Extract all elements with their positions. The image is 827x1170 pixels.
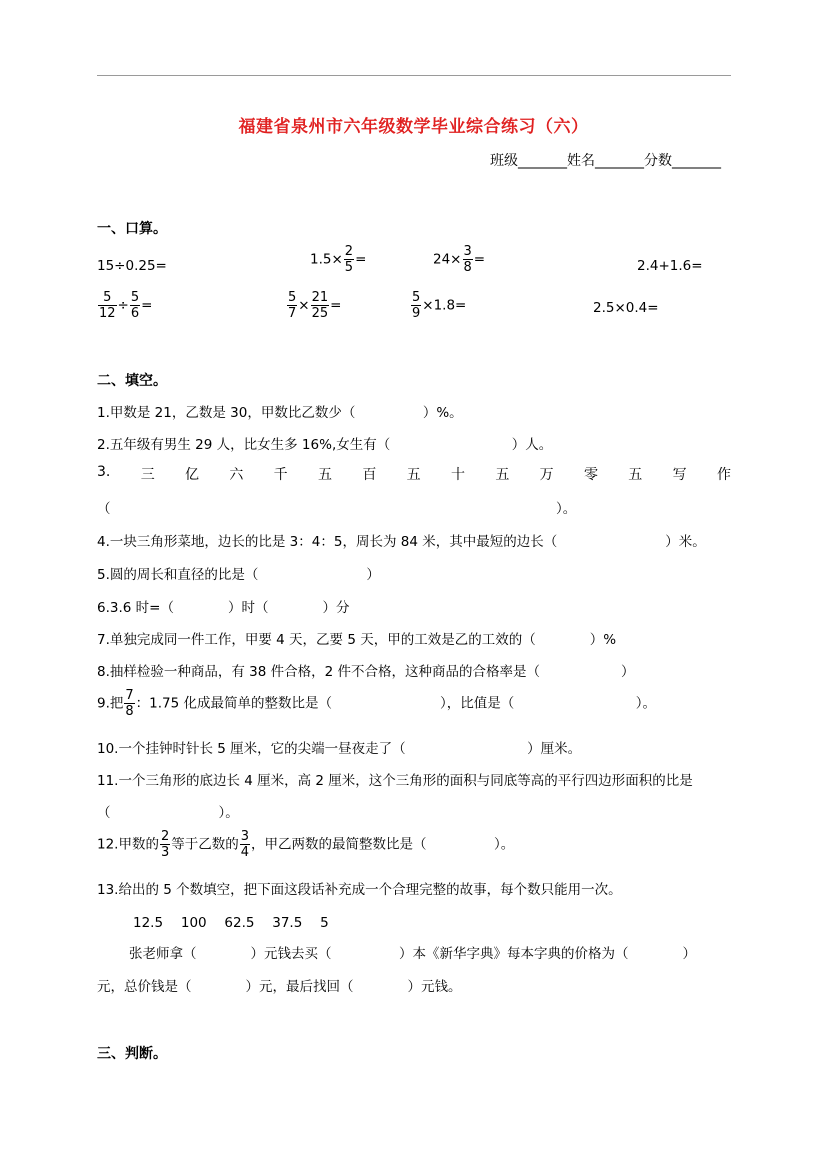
calc-5-suffix: = (141, 297, 153, 314)
calc-6-suffix: = (330, 297, 342, 314)
calc-7 (410, 290, 466, 321)
denominator: 6 (130, 306, 140, 321)
numerator: 5 (130, 290, 140, 305)
calc-8: 2.5×0.4= (593, 300, 659, 316)
denominator: 8 (463, 260, 472, 275)
question-2: 2.五年级有男生 29 人，比女生多 16%,女生有（ ）人。 (97, 437, 553, 453)
calc-2-prefix: 1.5× (310, 251, 343, 268)
calc-7-suffix: ×1.8= (422, 297, 467, 314)
denominator: 7 (288, 306, 297, 321)
q3-char: 作 (716, 467, 731, 483)
q3-char: 六 (229, 467, 244, 483)
fraction (160, 829, 170, 860)
calc-3-suffix: = (473, 251, 486, 268)
denominator: 8 (125, 704, 134, 719)
denominator: 3 (160, 845, 170, 860)
student-info-line: 班级_______姓名_______分数_______ (490, 153, 721, 169)
fraction (287, 290, 297, 321)
calc-1: 15÷0.25= (97, 258, 167, 274)
calc-6 (286, 290, 341, 321)
q3-char: 百 (362, 467, 377, 483)
section-3-heading: 三、判断。 (97, 1046, 167, 1062)
fraction (124, 688, 134, 719)
header-rule (97, 75, 731, 76)
q3-char: 万 (539, 467, 554, 483)
question-11-line-2: （ ）。 (97, 805, 239, 821)
denominator: 5 (344, 260, 354, 275)
denominator: 9 (412, 306, 421, 321)
calc-4: 2.4+1.6= (637, 258, 703, 274)
operator: × (298, 297, 310, 314)
q3-char: 五 (495, 467, 510, 483)
denominator: 12 (99, 306, 116, 321)
q3-char: 十 (450, 467, 465, 483)
page-title: 福建省泉州市六年级数学毕业综合练习（六） (238, 117, 589, 137)
numerator: 5 (412, 290, 421, 305)
numerator: 7 (125, 688, 134, 703)
fraction (411, 290, 421, 321)
question-4: 4.一块三角形菜地，边长的比是 3：4：5，周长为 84 米，其中最短的边长（ ）米。 (97, 534, 706, 550)
operator: ÷ (117, 297, 129, 314)
numerator: 5 (288, 290, 297, 305)
question-13-numbers: 12.5 100 62.5 37.5 5 (133, 915, 329, 931)
q9-prefix: 9.把 (97, 695, 124, 712)
fraction (311, 290, 330, 321)
question-3-line-1 (97, 464, 731, 484)
numerator: 3 (463, 244, 472, 259)
calc-2-suffix: = (355, 251, 367, 268)
numerator: 2 (160, 829, 170, 844)
question-13-story-line-1: 张老师拿（ ）元钱去买（ ）本《新华字典》每本字典的价格为（ ） (129, 946, 696, 962)
question-10: 10.一个挂钟时针长 5 厘米，它的尖端一昼夜走了（ ）厘米。 (97, 741, 582, 757)
q3-char: 五 (318, 467, 332, 483)
calc-2 (310, 244, 366, 275)
section-1-heading: 一、口算。 (97, 221, 167, 237)
q3-char: 五 (406, 467, 421, 483)
q3-char: 写 (672, 467, 687, 483)
q3-char: 零 (583, 467, 598, 483)
q12-middle: 等于乙数的 (171, 836, 239, 853)
q3-char: 五 (628, 467, 643, 483)
q3-char: 亿 (185, 467, 200, 483)
question-6: 6.3.6 时=（ ）时（ ）分 (97, 600, 350, 616)
question-11-line-1: 11.一个三角形的底边长 4 厘米，高 2 厘米，这个三角形的面积与同底等高的平行四边形面积的比是 (97, 773, 693, 789)
fraction (240, 829, 250, 860)
question-1: 1.甲数是 21，乙数是 30，甲数比乙数少（ ）%。 (97, 405, 463, 421)
question-9 (97, 688, 656, 719)
calc-3 (433, 244, 485, 275)
q12-suffix: ，甲乙两数的最简整数比是（ ）。 (251, 836, 515, 853)
denominator: 4 (240, 845, 250, 860)
q12-prefix: 12.甲数的 (97, 836, 159, 853)
numerator: 2 (344, 244, 354, 259)
denominator: 25 (311, 306, 329, 321)
q9-suffix: ：1.75 化成最简单的整数比是（ ），比值是（ ）。 (135, 695, 657, 712)
numerator: 3 (240, 829, 250, 844)
fraction (98, 290, 117, 321)
q3-char: 千 (273, 467, 288, 483)
fraction (130, 290, 140, 321)
numerator: 21 (311, 290, 329, 305)
calc-3-prefix: 24× (433, 251, 462, 268)
question-13-story-line-2: 元，总价钱是（ ）元，最后找回（ ）元钱。 (97, 979, 462, 995)
fraction (463, 244, 473, 275)
question-3-line-2: （ ）。 (97, 501, 577, 517)
calc-5 (97, 290, 152, 321)
numerator: 5 (98, 290, 117, 306)
fraction (344, 244, 354, 275)
q3-char: 3. (97, 464, 111, 480)
question-5: 5.圆的周长和直径的比是（ ） (97, 567, 380, 583)
question-12 (97, 829, 514, 860)
q3-char: 三 (140, 467, 155, 483)
question-7: 7.单独完成同一件工作，甲要 4 天，乙要 5 天，甲的工效是乙的工效的（ ）% (97, 632, 617, 648)
question-13: 13.给出的 5 个数填空，把下面这段话补充成一个合理完整的故事，每个数只能用一次。 (97, 882, 622, 898)
question-8: 8.抽样检验一种商品，有 38 件合格，2 件不合格，这种商品的合格率是（ ） (97, 664, 635, 680)
section-2-heading: 二、填空。 (97, 373, 167, 389)
